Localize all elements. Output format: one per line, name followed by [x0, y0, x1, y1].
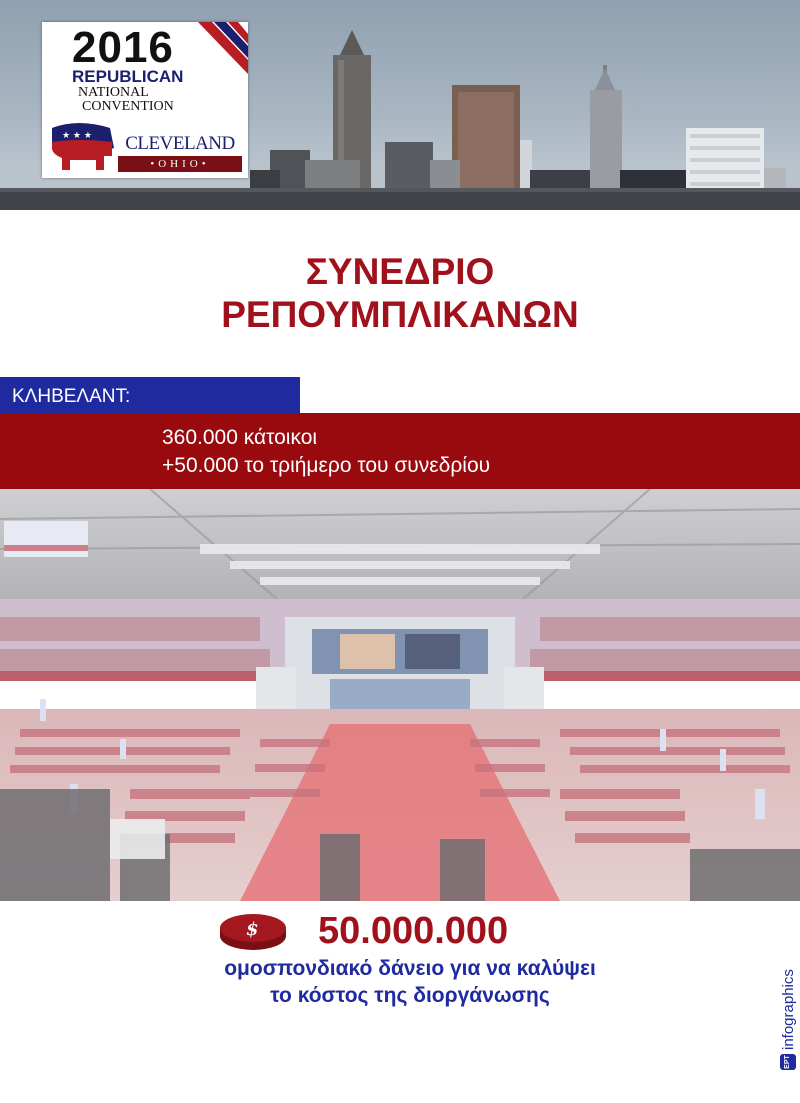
city-label: ΚΛΗΒΕΛΑΝΤ:	[0, 377, 300, 413]
ert-infographics-credit	[777, 940, 799, 1070]
loan-desc-line-2: το κόστος της διοργάνωσης	[270, 984, 550, 1007]
flag-stripes-icon	[178, 22, 248, 82]
gop-elephant-icon	[48, 118, 118, 174]
logo-city: CLEVELAND	[118, 133, 242, 155]
svg-text:$: $	[246, 919, 259, 940]
dollar-coin-icon	[218, 908, 288, 952]
page-title	[0, 250, 800, 336]
loan-desc-line-1: ομοσπονδιακό δάνειο για να καλύψει	[224, 957, 596, 980]
rnc-2016-logo	[42, 22, 248, 178]
logo-national: NATIONAL	[78, 85, 149, 100]
arena-photo	[0, 489, 800, 901]
population-visitors: +50.000 το τριήμερο του συνεδρίου	[162, 454, 491, 477]
logo-convention: CONVENTION	[82, 99, 174, 114]
population-band	[0, 413, 800, 489]
population-residents: 360.000 κάτοικοι	[162, 426, 318, 449]
logo-republican: REPUBLICAN	[72, 67, 184, 86]
credit-text: infographics	[779, 969, 797, 1050]
convention-arena-image	[0, 489, 800, 901]
title-line-1: ΣΥΝΕΔΡΙΟ	[305, 251, 495, 292]
logo-state: •OHIO•	[118, 156, 242, 172]
logo-year: 2016	[72, 23, 174, 72]
title-line-2: ΡΕΠΟΥΜΠΛΙΚΑΝΩΝ	[221, 294, 579, 335]
loan-description	[0, 955, 800, 1009]
loan-amount: 50.000.000	[318, 910, 509, 952]
svg-text:★ ★ ★: ★ ★ ★	[62, 131, 92, 141]
header-skyline-image	[0, 0, 800, 210]
ert-logo-badge: ΕΡΤ	[780, 1054, 796, 1070]
